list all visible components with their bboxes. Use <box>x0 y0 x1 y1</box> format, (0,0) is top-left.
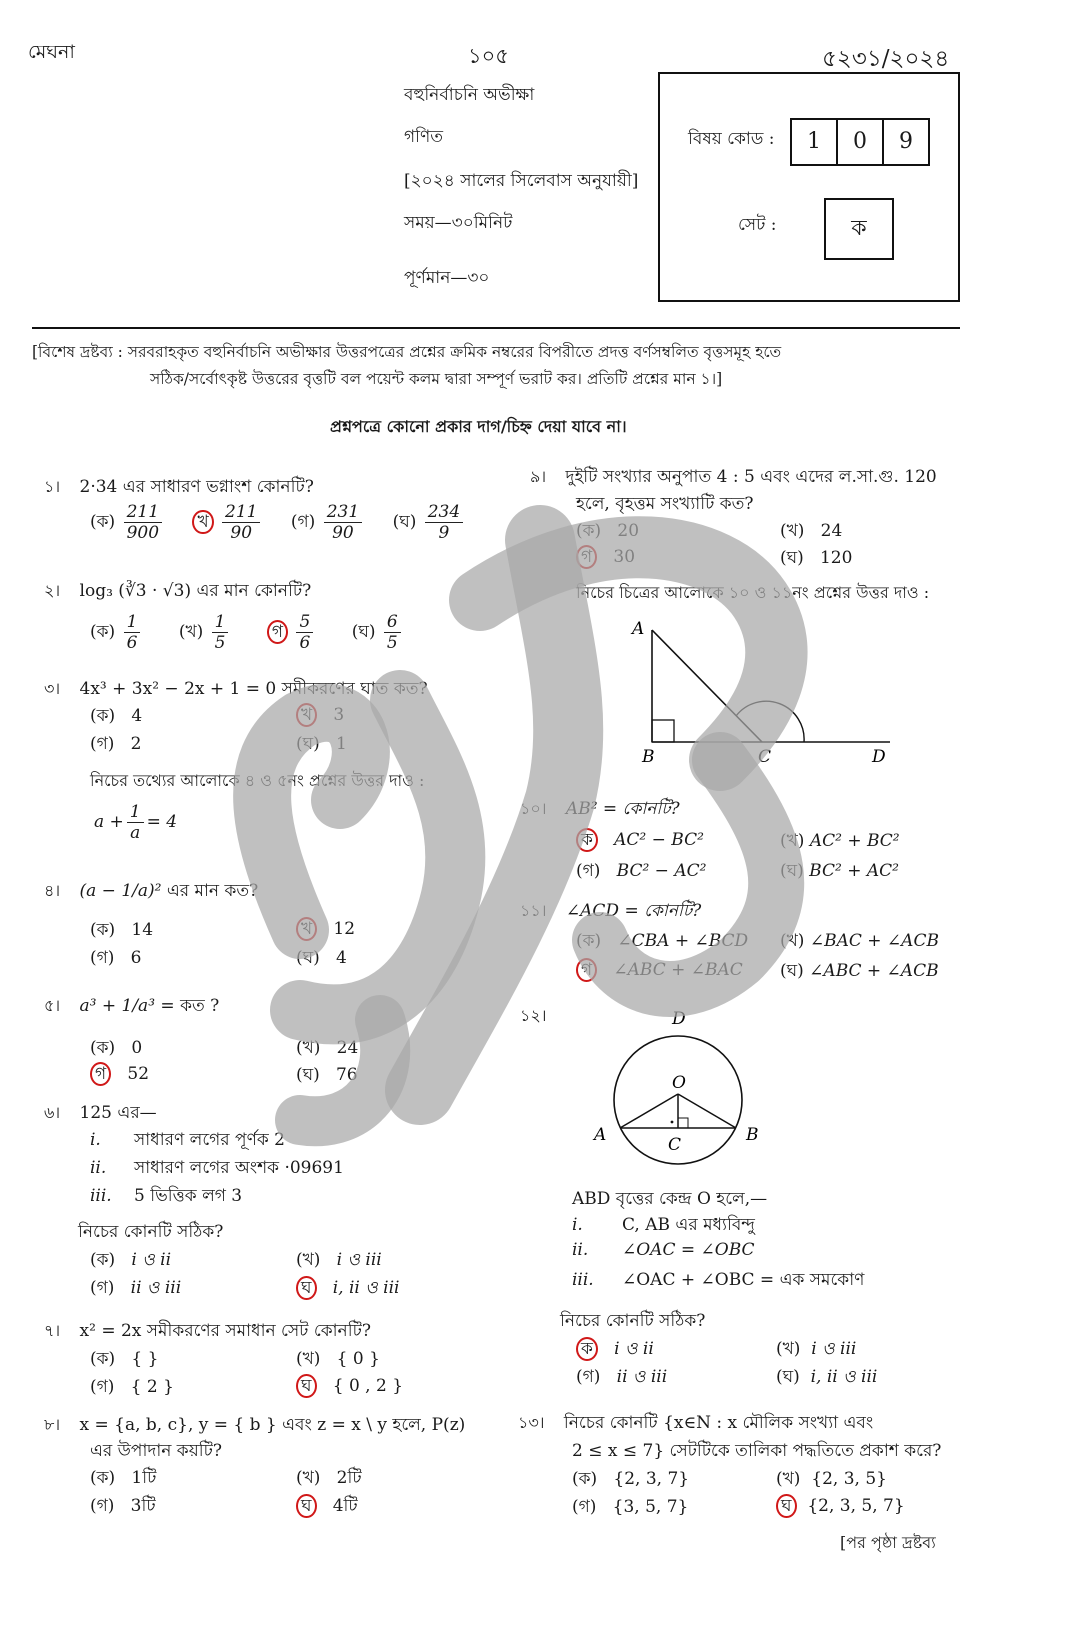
subject-code-digit: 0 <box>836 118 884 166</box>
option-ka: ক AC² − BC² <box>576 828 704 852</box>
question-4 <box>44 878 258 906</box>
statement-ii: ii. ∠OAC = ∠OBC <box>572 1240 755 1260</box>
center-dot <box>671 1121 674 1124</box>
exam-type: বহুনির্বাচনি অভীক্ষা <box>404 85 535 105</box>
question-math: (a − 1/a)² <box>79 881 162 901</box>
triangle-figure <box>620 616 910 772</box>
question-text: এর সাধারণ ভগ্নাংশ কোনটি? <box>117 477 314 497</box>
question-text-cont: এর উপাদান কয়টি? <box>90 1441 222 1461</box>
q2-options <box>90 612 404 653</box>
question-12-text: ABD বৃত্তের কেন্দ্র O হলে,— <box>572 1189 768 1209</box>
label-B: B <box>746 1125 759 1145</box>
notice-line-2: সঠিক/সর্বোৎকৃষ্ট উত্তরের বৃত্তটি বল পয়েন্ট কলম দ্বারা সম্পূর্ণ ভরাট কর। প্রতিটি প্রশ্নের মান ১।] <box>150 370 723 388</box>
option-ga: (গ) 3টি <box>90 1496 156 1516</box>
question-text: AB² = কোনটি? <box>565 799 680 819</box>
label-B: B <box>642 747 655 767</box>
option-fraction: $\frac{1}{5}$ <box>212 612 229 653</box>
option-label: (খ) <box>178 622 204 642</box>
question-text: দুইটি সংখ্যার অনুপাত 4 : 5 এবং এদের ল.সা.গু. 120 <box>565 467 937 487</box>
question-8 <box>44 1412 465 1440</box>
question-number: ১০। <box>520 799 547 818</box>
answer-mark: খ <box>192 510 213 534</box>
question-number: ২। <box>44 581 61 600</box>
option-kha: খ 12 <box>296 917 355 941</box>
option-ka: (ক) 20 <box>576 521 640 541</box>
label-C: C <box>668 1135 682 1155</box>
subject-code-digit: 1 <box>790 118 838 166</box>
option-kha: (খ) {2, 3, 5} <box>776 1469 887 1489</box>
option-ga: গ ∠ABC + ∠BAC <box>576 958 743 982</box>
question-text: x² = 2x সমীকরণের সমাধান সেট কোনটি? <box>79 1321 371 1341</box>
option-ka: (ক) 0 <box>90 1038 143 1058</box>
option-gha: ঘ {2, 3, 5, 7} <box>776 1494 905 1518</box>
option-ka: (ক) {2, 3, 7} <box>572 1469 690 1489</box>
option-ka: ক i ও ii <box>576 1336 654 1364</box>
question-text-cont: 2 ≤ x ≤ 7} সেটটিকে তালিকা পদ্ধতিতে প্রকাশ করে? <box>572 1441 942 1461</box>
option-gha: ঘ 4টি <box>296 1493 358 1521</box>
option-fraction: $\frac{211}{90}$ <box>222 502 260 543</box>
option-kha: (খ) i ও iii <box>296 1250 382 1270</box>
option-ga: (গ) {3, 5, 7} <box>572 1497 689 1517</box>
question-number: ১৩। <box>518 1413 545 1432</box>
right-angle-mark <box>678 1118 688 1128</box>
option-gha: (ঘ) ∠ABC + ∠ACB <box>780 961 939 981</box>
option-ga: (গ) 6 <box>90 948 142 968</box>
option-kha: (খ) ∠BAC + ∠ACB <box>780 931 939 951</box>
option-kha: (খ) 24 <box>296 1038 359 1058</box>
option-kha: (খ) { 0 } <box>296 1349 380 1369</box>
subject-code-digit: 9 <box>882 118 930 166</box>
subject-code-label: বিষয় কোড : <box>688 129 775 149</box>
option-fraction: $\frac{234}{9}$ <box>425 502 463 543</box>
statement-i: i. সাধারণ লগের পূর্ণক 2 <box>90 1130 285 1150</box>
option-ga: (গ) ii ও iii <box>90 1278 182 1298</box>
answer-mark: ঘ <box>296 1494 317 1518</box>
question-number: ১২। <box>520 1006 547 1025</box>
question-number: ৬। <box>44 1103 61 1122</box>
option-ka: (ক) 1টি <box>90 1468 157 1488</box>
option-kha: (খ) i ও iii <box>776 1339 857 1359</box>
question-math: 2·34 <box>79 477 118 497</box>
set-value: ক <box>824 198 894 260</box>
label-C: C <box>758 747 772 767</box>
question-5 <box>44 993 219 1021</box>
question-11 <box>520 898 701 926</box>
option-ga: (গ) 2 <box>90 734 142 754</box>
segment-OB <box>678 1094 736 1128</box>
question-6 <box>44 1100 157 1128</box>
option-fraction: $\frac{231}{90}$ <box>324 502 362 543</box>
question-12 <box>520 1003 547 1030</box>
answer-mark: ক <box>576 1337 598 1361</box>
right-angle-mark <box>652 720 674 742</box>
paper-ref: ৫২৩১/২০২৪ <box>822 46 950 72</box>
subject-title: গণিত <box>404 127 444 147</box>
option-gha: (ঘ) 4 <box>296 948 347 968</box>
question-number: ৪। <box>44 881 61 900</box>
question-number: ৩। <box>44 679 61 698</box>
question-math: log₃ (∛3 · √3) <box>79 581 192 601</box>
answer-mark: ঘ <box>296 1276 317 1300</box>
option-ga: (গ) BC² − AC² <box>576 861 707 881</box>
option-kha: (খ) 24 <box>780 521 843 541</box>
label-D: D <box>672 1009 686 1029</box>
option-ga: গ 30 <box>576 545 635 569</box>
question-text: x = {a, b, c}, y = { b } এবং z = x \ y হলে, P(z) <box>79 1415 466 1435</box>
paper-code: ১০৫ <box>468 44 509 68</box>
option-gha: (ঘ) 120 <box>780 548 853 568</box>
side-AC <box>652 630 762 742</box>
statement-ii: ii. সাধারণ লগের অংশক ·09691 <box>90 1158 344 1178</box>
question-text: এর মান কত? <box>161 881 259 901</box>
option-ga: গ 52 <box>90 1062 149 1086</box>
statement-iii: iii. ∠OAC + ∠OBC = এক সমকোণ <box>572 1270 865 1290</box>
which-correct: নিচের কোনটি সঠিক? <box>78 1222 224 1242</box>
exterior-angle-arc <box>736 701 804 742</box>
question-text: ∠ACD = কোনটি? <box>565 901 702 921</box>
question-number: ৫। <box>44 996 61 1015</box>
statement-i: i. C, AB এর মধ্যবিন্দু <box>572 1215 755 1235</box>
notice-line-1: [বিশেষ দ্রষ্টব্য : সরবরাহকৃত বহুনির্বাচনি অভীক্ষার উত্তরপত্রের প্রশ্নের ক্রমিক নম্বরের বিপরীতে প্রদত্ত বর্ণসম্বলিত বৃত্তসমূহ হতে <box>32 343 782 361</box>
answer-mark: ক <box>576 828 598 852</box>
subject-code-cells <box>792 118 930 166</box>
info-4-5: নিচের তথ্যের আলোকে ৪ ও ৫নং প্রশ্নের উত্তর দাও : <box>90 771 425 790</box>
question-text: 4x³ + 3x² − 2x + 1 = 0 সমীকরণের ঘাত কত? <box>79 679 428 699</box>
question-number: ৮। <box>44 1415 61 1434</box>
option-gha: (ঘ) 76 <box>296 1065 358 1085</box>
question-text: = কত ? <box>155 996 220 1016</box>
option-gha: ঘ { 0 , 2 } <box>296 1374 403 1398</box>
option-fraction: $\frac{5}{6}$ <box>296 612 313 653</box>
option-ga: (গ) ii ও iii <box>576 1367 668 1387</box>
exam-time: সময়—৩০মিনিট <box>404 213 513 233</box>
option-ka: (ক) ∠CBA + ∠BCD <box>576 931 749 951</box>
which-correct: নিচের কোনটি সঠিক? <box>560 1311 706 1331</box>
answer-mark: গ <box>576 545 597 569</box>
code-box <box>658 72 960 302</box>
warning-line: প্রশ্নপত্রে কোনো প্রকার দাগ/চিহ্ন দেয়া যাবে না। <box>330 417 627 436</box>
option-ga: (গ) { 2 } <box>90 1377 174 1397</box>
answer-mark: ঘ <box>296 1374 317 1398</box>
option-fraction: $\frac{211}{900}$ <box>124 502 162 543</box>
statement-iii: iii. 5 ভিত্তিক লগ 3 <box>90 1186 243 1206</box>
answer-mark: ঘ <box>776 1494 797 1518</box>
answer-mark: খ <box>296 917 317 941</box>
question-text: এর মান কোনটি? <box>191 581 312 601</box>
next-page-note: [পর পৃষ্ঠা দ্রষ্টব্য <box>840 1533 936 1552</box>
question-number: ১১। <box>520 901 547 920</box>
question-number: ৯। <box>530 467 547 486</box>
question-math: a³ + 1/a³ <box>79 996 156 1016</box>
option-fraction: $\frac{6}{5}$ <box>384 612 401 653</box>
option-ka: (ক) 4 <box>90 706 143 726</box>
question-number: ১। <box>44 477 61 496</box>
question-2 <box>44 578 311 606</box>
option-label: (ক) <box>90 622 116 642</box>
option-ka: (ক) { } <box>90 1349 159 1369</box>
circle-figure <box>586 1006 776 1168</box>
option-gha: ঘ i, ii ও iii <box>296 1275 399 1303</box>
option-label: (ঘ) <box>392 512 417 532</box>
option-label: (ঘ) <box>351 622 376 642</box>
option-kha: (খ) 2টি <box>296 1468 362 1488</box>
label-D: D <box>872 747 886 767</box>
option-gha: (ঘ) BC² + AC² <box>780 861 899 881</box>
question-7 <box>44 1318 371 1346</box>
option-label: (ক) <box>90 512 116 532</box>
option-ka: (ক) 14 <box>90 920 154 940</box>
segment-OA <box>620 1094 678 1128</box>
info-formula: a + $\frac{1}{a}$ = 4 <box>94 802 178 843</box>
option-kha: (খ) AC² + BC² <box>780 831 900 851</box>
option-label: (গ) <box>290 512 316 532</box>
label-A: A <box>594 1125 607 1145</box>
option-fraction: $\frac{1}{6}$ <box>124 612 141 653</box>
info-10-11: নিচের চিত্রের আলোকে ১০ ও ১১নং প্রশ্নের উত্তর দাও : <box>576 583 930 602</box>
answer-mark: খ <box>296 703 317 727</box>
option-ka: (ক) i ও ii <box>90 1250 172 1270</box>
header-divider <box>32 327 960 329</box>
answer-mark: গ <box>90 1062 111 1086</box>
question-10 <box>520 796 680 824</box>
question-1 <box>44 474 314 502</box>
option-kha: খ 3 <box>296 703 344 727</box>
option-gha: (ঘ) 1 <box>296 734 347 754</box>
label-O: O <box>672 1073 686 1093</box>
full-marks: পূর্ণমান—৩০ <box>404 268 490 288</box>
question-text: 125 এর— <box>79 1103 157 1123</box>
question-text-cont: হলে, বৃহত্তম সংখ্যাটি কত? <box>576 494 754 514</box>
q1-options <box>90 502 466 543</box>
label-A: A <box>632 619 645 639</box>
syllabus-note: [২০২৪ সালের সিলেবাস অনুযায়ী] <box>404 171 639 191</box>
question-9 <box>530 464 937 492</box>
answer-mark: গ <box>576 958 597 982</box>
set-label: সেট : <box>738 215 777 235</box>
question-13 <box>518 1410 873 1438</box>
question-number: ৭। <box>44 1321 61 1340</box>
board-name: মেঘনা <box>28 41 75 63</box>
answer-mark: গ <box>267 620 288 644</box>
question-3 <box>44 676 428 704</box>
option-gha: (ঘ) i, ii ও iii <box>776 1367 878 1387</box>
question-text: নিচের কোনটি {x∈N : x মৌলিক সংখ্যা এবং <box>563 1413 874 1433</box>
